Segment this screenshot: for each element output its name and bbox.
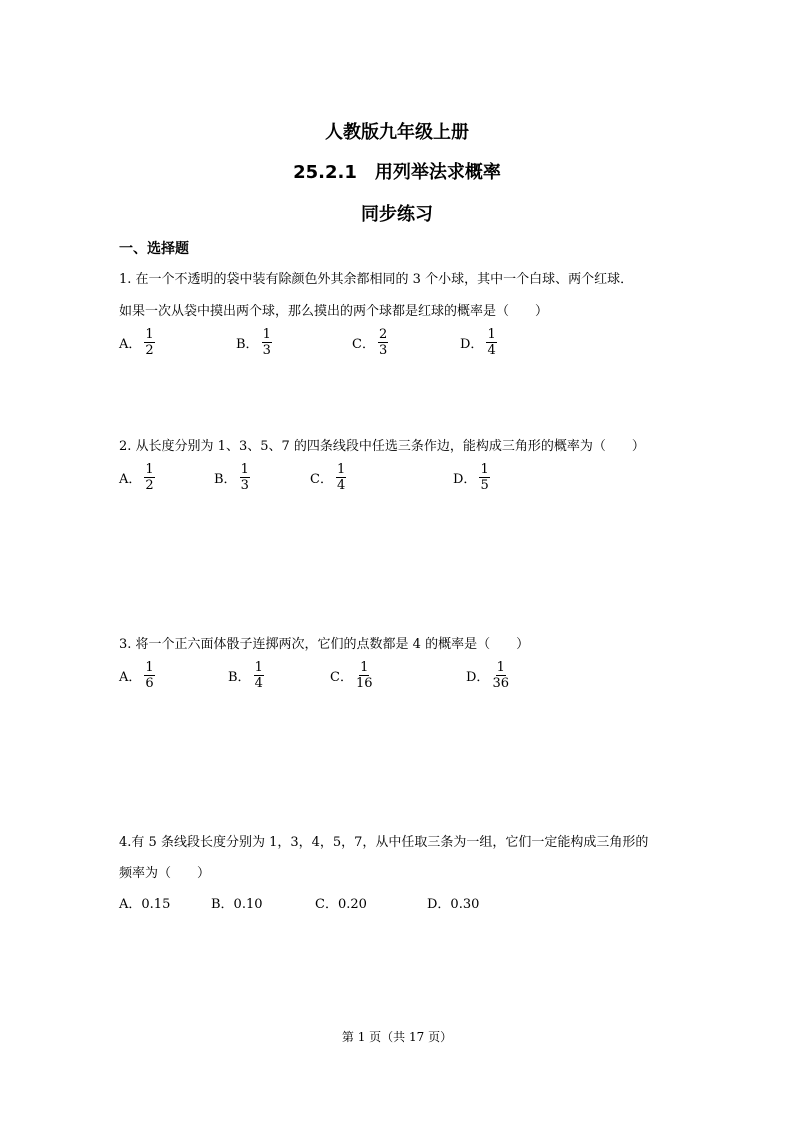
fraction: [336, 462, 346, 493]
denominator: 6: [145, 676, 154, 691]
exercise-title: 同步练习: [361, 204, 433, 225]
option-label: D．: [466, 670, 490, 685]
option-label: D．0.30: [427, 897, 480, 912]
question-3-option-a: [119, 660, 155, 691]
numerator: 1: [145, 327, 154, 342]
question-4-line-1: 4.有 5 条线段长度分别为 1，3，4，5，7，从中任取三条为一组，它们一定能构成三角形的: [119, 835, 649, 850]
fraction: [479, 462, 489, 493]
question-4-line-2: 频率为（ ）: [119, 866, 211, 881]
fraction: [492, 660, 509, 691]
option-label: A．0.15: [119, 897, 171, 912]
lesson-title: 25.2.1 用列举法求概率: [293, 162, 501, 183]
option-label: C．0.20: [315, 897, 367, 912]
question-2-option-b: [214, 462, 250, 493]
denominator: 3: [378, 343, 388, 358]
fraction: [240, 462, 250, 493]
question-4-option-d: [427, 893, 482, 912]
question-2-option-c: [310, 462, 346, 493]
denominator: 4: [487, 343, 496, 358]
question-4-option-b: [211, 893, 266, 912]
fraction: [356, 660, 373, 691]
question-4-option-a: [119, 893, 173, 912]
option-label: C．: [352, 337, 375, 352]
question-1-option-d: [460, 327, 497, 358]
option-label: D．: [460, 337, 484, 352]
question-1-line-1: 1. 在一个不透明的袋中装有除颜色外其余都相同的 3 个小球，其中一个白球、两个红球．: [119, 272, 634, 287]
question-1-line-2: 如果一次从袋中摸出两个球，那么摸出的两个球都是红球的概率是（ ）: [119, 304, 549, 319]
numerator: 1: [145, 462, 154, 477]
fraction: [486, 327, 496, 358]
numerator: 1: [262, 327, 271, 342]
page-footer: 第 1 页（共 17 页）: [341, 1030, 453, 1044]
denominator: 5: [480, 478, 489, 493]
numerator: 1: [145, 660, 154, 675]
fraction: [378, 327, 388, 358]
option-label: A．: [119, 670, 142, 685]
option-label: C．: [310, 472, 333, 487]
option-label: B．0.10: [211, 897, 263, 912]
denominator: 4: [336, 478, 346, 493]
numerator: 1: [496, 660, 505, 675]
denominator: 3: [240, 478, 249, 493]
option-label: B．: [214, 472, 237, 487]
section-heading: 一、选择题: [119, 241, 189, 257]
numerator: 1: [336, 462, 346, 477]
question-3-line-1: 3. 将一个正六面体骰子连掷两次，它们的点数都是 4 的概率是（ ）: [119, 637, 530, 652]
question-4-option-c: [315, 893, 370, 912]
option-label: B．: [228, 670, 251, 685]
question-1-option-c: [352, 327, 388, 358]
numerator: 1: [487, 327, 496, 342]
numerator: 1: [360, 660, 369, 675]
numerator: 1: [480, 462, 489, 477]
denominator: 16: [355, 676, 373, 691]
question-1-option-a: [119, 327, 155, 358]
denominator: 2: [145, 478, 154, 493]
question-2-line-1: 2. 从长度分别为 1、3、5、7 的四条线段中任选三条作边，能构成三角形的概率为（ ）: [119, 439, 645, 454]
fraction: [144, 327, 154, 358]
numerator: 2: [378, 327, 388, 342]
document-title: 人教版九年级上册: [325, 122, 469, 143]
question-2-option-d: [453, 462, 490, 493]
denominator: 36: [492, 676, 509, 691]
question-3-option-c: [330, 660, 373, 691]
question-3-option-b: [228, 660, 264, 691]
denominator: 3: [262, 343, 271, 358]
option-label: B．: [236, 337, 259, 352]
option-label: A．: [119, 472, 142, 487]
option-label: D．: [453, 472, 477, 487]
fraction: [144, 462, 154, 493]
numerator: 1: [254, 660, 263, 675]
numerator: 1: [240, 462, 249, 477]
option-label: A．: [119, 337, 142, 352]
fraction: [144, 660, 154, 691]
option-label: C．: [330, 670, 353, 685]
fraction: [262, 327, 272, 358]
question-2-option-a: [119, 462, 155, 493]
question-1-option-b: [236, 327, 272, 358]
denominator: 4: [254, 676, 263, 691]
question-3-option-d: [466, 660, 509, 691]
fraction: [254, 660, 264, 691]
denominator: 2: [145, 343, 154, 358]
